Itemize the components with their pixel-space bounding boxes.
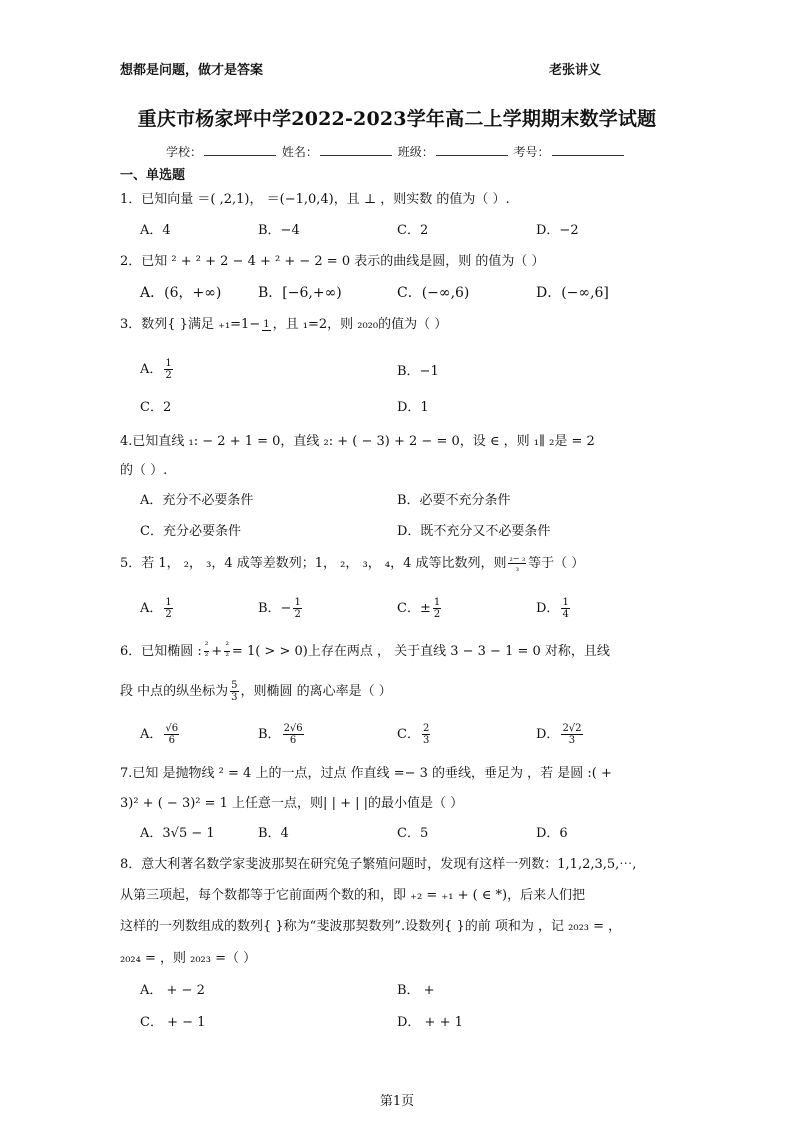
question-3-stem-start: 3．数列{ }满足 ₊₁=1−: [120, 317, 261, 332]
question-5-option-c: [397, 597, 443, 620]
option-fraction: [164, 723, 179, 746]
fraction-denominator: 3: [231, 692, 238, 703]
fraction-denominator: 2: [433, 609, 441, 620]
fraction-denominator: 6: [289, 735, 297, 746]
fraction-numerator: ²: [204, 641, 209, 651]
question-6-stem2-start: 段 中点的纵坐标为: [120, 684, 229, 699]
option-letter: A．: [140, 727, 163, 742]
question-2-option-a: A．(6，+∞): [140, 285, 222, 301]
class-label: 班级：: [397, 145, 434, 159]
question-6-option-c: [397, 723, 432, 746]
question-8-option-b: B． +: [397, 983, 435, 998]
option-letter: D．: [536, 727, 560, 742]
question-4-option-a: A．充分不必要条件: [140, 493, 254, 508]
fraction-numerator: 1: [263, 318, 270, 330]
question-6-stem-start: 6．已知椭圆 :: [120, 644, 202, 659]
question-4-stem-continued: 的（ ）.: [120, 463, 168, 478]
fraction-denominator: 3: [568, 735, 576, 746]
option-fraction: [422, 723, 430, 746]
fraction-denominator: 2: [165, 609, 172, 620]
question-5-option-a: [140, 597, 175, 620]
question-7-stem: 7.已知 是抛物线 ² = 4 上的一点，过点 作直线 =− 3 的垂线，垂足为 ，若 是圆 :( +: [120, 766, 612, 781]
fraction-denominator: 2: [294, 609, 301, 620]
question-3-option-b: B．−1: [397, 364, 439, 379]
question-8-option-c: C． + − 1: [140, 1015, 206, 1030]
question-2-option-c: C．(−∞,6): [397, 285, 470, 301]
number-blank: [552, 143, 624, 156]
option-letter: B．: [258, 727, 281, 742]
question-4-option-d: D．既不充分又不必要条件: [397, 524, 551, 539]
question-3-option-c: C．2: [140, 400, 172, 415]
fraction-numerator: 2√2: [562, 723, 582, 734]
question-7-option-d: D．6: [536, 826, 568, 841]
question-2-option-d: D．(−∞,6]: [536, 285, 609, 301]
question-1-option-b: B．−4: [258, 223, 300, 238]
question-6-option-b: [258, 723, 306, 746]
option-fraction: [164, 358, 172, 381]
header-brand: 老张讲义: [549, 63, 602, 78]
question-8-line-2: 从第三项起，每个数都等于它前面两个数的和，即 ₊₂ = ₊₁ + ( ∈ *)，后来人们把: [120, 888, 586, 903]
fraction-numerator: ₂− ₃: [509, 554, 526, 563]
fraction-numerator: 5: [231, 680, 238, 691]
question-6-stem-end: = 1( > > 0)上存在两点 ， 关于直线 3 − 3 − 1 = 0 对称，且线: [231, 644, 610, 659]
class-blank: [436, 143, 508, 156]
fraction-numerator: 1: [165, 358, 172, 369]
question-3-option-a: [140, 358, 175, 381]
question-8-line-1: 8．意大利著名数学家斐波那契在研究兔子繁殖问题时，发现有这样一列数：1,1,2,3,5,⋯,: [120, 857, 637, 872]
question-1-option-c: C．2: [397, 223, 429, 238]
fraction-numerator: 2√6: [283, 723, 303, 734]
fraction-denominator: 4: [562, 609, 569, 620]
option-fraction: [164, 597, 172, 620]
question-1-option-a: A．4: [140, 223, 171, 238]
option-fraction: [561, 723, 582, 746]
fraction-denominator: ²: [204, 652, 209, 662]
section-heading: 一、单选题: [120, 168, 186, 183]
question-3-stem-end: ，且 ₁=2，则 ₂₀₂₀的值为（ ）: [272, 317, 448, 332]
question-5-stem-start: 5．若 1， ₂， ₃，4 成等差数列；1， ₂， ₃， ₄，4 成等比数列，则: [120, 556, 507, 571]
fraction-numerator: 1: [433, 597, 441, 608]
option-letter: C．: [397, 727, 420, 742]
question-2-option-b: B．[−6,+∞): [258, 285, 342, 301]
question-7-option-a: A．3√5 − 1: [140, 826, 215, 841]
question-1-stem: 1．已知向量 ＝( ,2,1)， ＝(−1,0,4)，且 ⊥ ，则实数 的值为（ ）.: [120, 192, 510, 207]
school-label: 学校：: [166, 145, 203, 159]
question-5-fraction: [508, 554, 526, 573]
question-6-fraction: [230, 680, 238, 703]
question-5-stem: [120, 552, 584, 573]
fraction-denominator: ²: [225, 652, 229, 662]
option-letter: A．: [140, 362, 163, 377]
option-letter: D．: [536, 601, 560, 616]
question-8-line-4: ₂₀₂₄ = ，则 ₂₀₂₃ =（ ）: [120, 951, 257, 966]
question-6-option-a: [140, 723, 181, 746]
fraction-denominator: 6: [168, 735, 175, 746]
question-3-fraction: [262, 319, 270, 331]
question-1-option-d: D．−2: [536, 223, 579, 238]
option-fraction: [561, 597, 569, 620]
ellipse-y-fraction: [224, 641, 230, 662]
option-letter: C．±: [397, 601, 431, 616]
name-label: 姓名：: [281, 145, 318, 159]
fraction-numerator: √6: [165, 723, 179, 734]
fraction-denominator: ₃: [515, 564, 519, 573]
question-7-option-c: C．5: [397, 826, 429, 841]
question-5-stem-end: 等于（ ）: [528, 556, 585, 571]
ellipse-x-fraction: [204, 641, 210, 662]
question-8-option-a: A． + − 2: [140, 983, 205, 998]
fraction-numerator: 2: [422, 723, 430, 734]
question-5-option-b: [258, 597, 304, 620]
question-6-stem: 6．已知椭圆 : $\frac{\text{²}}{\text{²}}$ + $\frac{\text{²}}{\text{²}}$ = 1( > > 0)上存在两点 ， 关于直线 3 − 3 − 1 = 0 对称，且线: [120, 641, 610, 662]
question-2-stem: 2．已知 ² + ² + 2 − 4 + ² + − 2 = 0 表示的曲线是圆，则 的值为（ ）: [120, 254, 545, 269]
fraction-numerator: 1: [562, 597, 569, 608]
number-label: 考号：: [513, 145, 550, 159]
fraction-numerator: ²: [225, 641, 229, 651]
question-7-stem-continued: 3)² + ( − 3)² = 1 上任意一点，则| | + | |的最小值是（ ）: [120, 796, 464, 811]
header-slogan: 想都是问题，做才是答案: [120, 63, 264, 78]
question-4-stem: 4.已知直线 ₁: − 2 + 1 = 0，直线 ₂: + ( − 3) + 2 − = 0，设 ∈ ，则 ₁∥ ₂是 = 2: [120, 434, 595, 449]
question-6-stem2-end: ，则椭圆 的离心率是（ ）: [240, 684, 392, 699]
option-fraction: [433, 597, 441, 620]
question-4-option-c: C．充分必要条件: [140, 524, 241, 539]
school-blank: [204, 143, 276, 156]
option-fraction: [283, 723, 304, 746]
fraction-denominator: 2: [165, 370, 172, 381]
option-fraction: [293, 597, 301, 620]
question-8-option-d: D． + + 1: [397, 1015, 463, 1030]
page-number: 第1页: [379, 1094, 415, 1109]
question-8-line-3: 这样的一列数组成的数列{ }称为“斐波那契数列”.设数列{ }的前 项和为 ，记 ₂₀₂₃ = ，: [120, 919, 622, 934]
option-letter: A．: [140, 601, 163, 616]
fraction-denominator: 3: [422, 735, 430, 746]
question-6-option-d: [536, 723, 585, 746]
question-6-stem-continued: [120, 680, 392, 703]
page-title: 重庆市杨家坪中学2022-2023学年高二上学期期末数学试题: [137, 108, 657, 130]
question-4-option-b: B．必要不充分条件: [397, 493, 511, 508]
fraction-numerator: 1: [294, 597, 301, 608]
option-letter: B．−: [258, 601, 292, 616]
question-5-option-d: [536, 597, 572, 620]
fraction-numerator: 1: [165, 597, 172, 608]
question-3-stem: [120, 313, 447, 332]
student-info-row: [166, 143, 626, 160]
question-7-option-b: B．4: [258, 826, 289, 841]
name-blank: [320, 143, 392, 156]
question-3-option-d: D．1: [397, 400, 429, 415]
